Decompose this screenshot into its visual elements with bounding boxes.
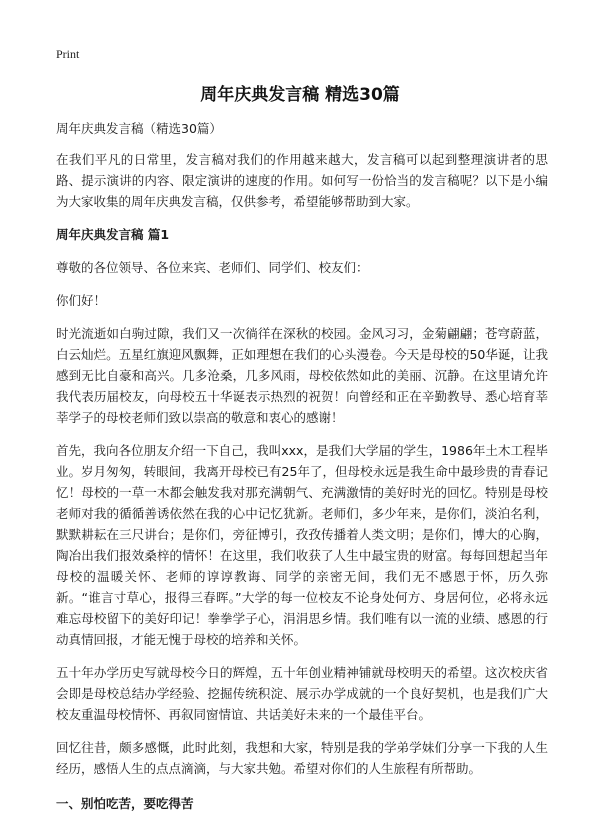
- body-paragraph: 五十年办学历史写就母校今日的辉煌，五十年创业精神铺就母校明天的希望。这次校庆省会即是母校总结办学经验、挖掘传统积淀、展示办学成就的一个良好契机，也是我们广大校友重温母校情怀、再叙同窗情谊、共话美好未来的一个最佳平台。: [56, 665, 548, 722]
- section-title: 周年庆典发言稿 篇1: [56, 227, 170, 242]
- print-link[interactable]: Print: [56, 47, 80, 61]
- page-title: 周年庆典发言稿 精选30篇: [200, 85, 400, 105]
- document-subtitle: 周年庆典发言稿（精选30篇）: [56, 121, 222, 136]
- greeting-paragraph: 你们好！: [56, 293, 107, 308]
- body-paragraph: 回忆往昔，颇多感慨，此时此刻，我想和大家，特别是我的学弟学妹们分享一下我的人生经历，感悟人生的点点滴滴，与大家共勉。希望对你们的人生旅程有所帮助。: [56, 740, 548, 776]
- body-paragraph: 时光流逝如白驹过隙，我们又一次徜徉在深秋的校园。金风习习，金菊翩翩；苍穹蔚蓝，白云灿烂。五星红旗迎风飘舞，正如理想在我们的心头漫卷。今天是母校的50华诞，让我感到无比自豪和高兴。几多沧桑，几多风雨，母校依然如此的美丽、沉静。在这里请允许我代表历届校友，向母校五十华诞表示热烈的祝贺！向曾经和正在辛勤教导、悉心培育莘莘学子的母校老师们致以崇高的敬意和衷心的感谢！: [56, 326, 548, 425]
- subsection-heading: 一、别怕吃苦，要吃得苦: [56, 796, 194, 811]
- document-body: [56, 118, 548, 814]
- salutation-paragraph: 尊敬的各位领导、各位来宾、老师们、同学们、校友们：: [56, 260, 369, 275]
- intro-paragraph: 在我们平凡的日常里，发言稿对我们的作用越来越大，发言稿可以起到整理演讲者的思路、提示演讲的内容、限定演讲的速度的作用。如何写一份恰当的发言稿呢？以下是小编为大家收集的周年庆典发言稿，仅供参考，希望能够帮助到大家。: [56, 152, 548, 209]
- body-paragraph: 首先，我向各位朋友介绍一下自己，我叫xxx，是我们大学届的学生，1986年土木工程毕业。岁月匆匆，转眼间，我离开母校已有25年了，但母校永远是我生命中最珍贵的青春记忆！母校的一草一木都会触发我对那充满朝气、充满激情的美好时光的回忆。特别是母校老师对我的循循善诱依然在我的心中记忆犹新。老师们，多少年来，是你们，淡泊名利，默默耕耘在三尺讲台；是你们，旁征博引，孜孜传播着人类文明；是你们，博大的心胸，陶冶出我们报效桑梓的情怀！在这里，我们收获了人生中最宝贵的财富。每每回想起当年母校的温暖关怀、老师的谆谆教诲、同学的亲密无间，我们无不感恩于怀，历久弥新。“谁言寸草心，报得三春晖。”大学的每一位校友不论身处何方、身居何位，必将永远难忘母校留下的美好印记！拳拳学子心，涓涓思乡情。我们唯有以一流的业绩、感恩的行动真情回报，才能无愧于母校的培养和关怀。: [56, 443, 548, 647]
